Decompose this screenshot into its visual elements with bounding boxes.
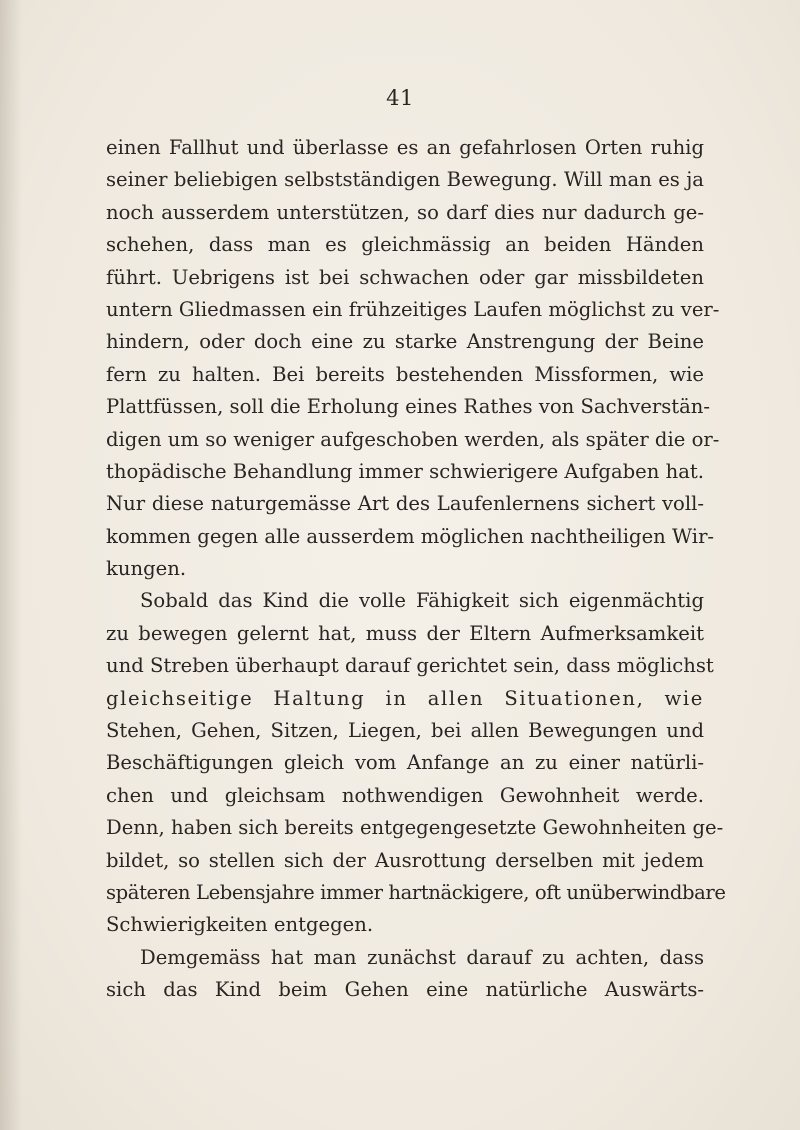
text-line: fern zu halten. Bei bereits bestehenden Missformen, wie <box>106 362 704 386</box>
text-line: einen Fallhut und überlasse es an gefahrlosen Orten ruhig <box>106 136 704 159</box>
text-line: gleichseitige Haltung in allen Situationen, wie <box>106 686 704 710</box>
text-line: Denn, haben sich bereits entgegengesetzte Gewohnheiten ge- <box>106 816 724 840</box>
text-line: Nur diese naturgemässe Art des Laufenlernens sichert voll- <box>106 492 704 516</box>
text-line: sich das Kind beim Gehen eine natürliche Auswärts- <box>106 978 704 1002</box>
paragraph-start-line: Sobald das Kind die volle Fähigkeit sich eigenmächtig <box>140 589 704 613</box>
text-line: und Streben überhaupt darauf gerichtet sein, dass möglichst <box>106 654 714 678</box>
text-line: kommen gegen alle ausserdem möglichen nachtheiligen Wir- <box>106 524 715 548</box>
text-line: untern Gliedmassen ein frühzeitiges Laufen möglichst zu ver- <box>106 297 720 321</box>
text-line: Plattfüssen, soll die Erholung eines Rathes von Sachverstän- <box>106 395 711 419</box>
text-line: thopädische Behandlung immer schwierigere Aufgaben hat. <box>106 459 705 483</box>
text-line: digen um so weniger aufgeschoben werden, als später die or- <box>106 427 720 451</box>
text-line: seiner beliebigen selbstständigen Bewegung. Will man es ja <box>106 168 704 192</box>
text-line: führt. Uebrigens ist bei schwachen oder gar missbildeten <box>106 265 704 289</box>
page-gutter-shadow <box>0 0 22 1130</box>
paragraph-start-line: Demgemäss hat man zunächst darauf zu achten, dass <box>140 945 704 969</box>
text-line: kungen. <box>106 557 187 581</box>
text-line: Schwierigkeiten entgegen. <box>106 913 374 937</box>
text-line: noch ausserdem unterstützen, so darf dies nur dadurch ge- <box>106 200 704 224</box>
text-line: Stehen, Gehen, Sitzen, Liegen, bei allen Bewegungen und <box>106 719 704 743</box>
text-line: zu bewegen gelernt hat, muss der Eltern Aufmerksamkeit <box>106 621 704 645</box>
text-line: Beschäftigungen gleich vom Anfange an zu einer natürli- <box>106 751 704 775</box>
text-line: bildet, so stellen sich der Ausrottung derselben mit jedem <box>106 848 704 872</box>
text-line: chen und gleichsam nothwendigen Gewohnheit werde. <box>106 783 704 807</box>
body-text <box>106 132 726 1007</box>
page-number: 41 <box>386 86 414 110</box>
text-line: späteren Lebensjahre immer hartnäckigere, oft unüberwindbare <box>106 880 726 904</box>
text-line: hindern, oder doch eine zu starke Anstrengung der Beine <box>106 330 704 354</box>
text-line: schehen, dass man es gleichmässig an beiden Händen <box>106 233 704 257</box>
